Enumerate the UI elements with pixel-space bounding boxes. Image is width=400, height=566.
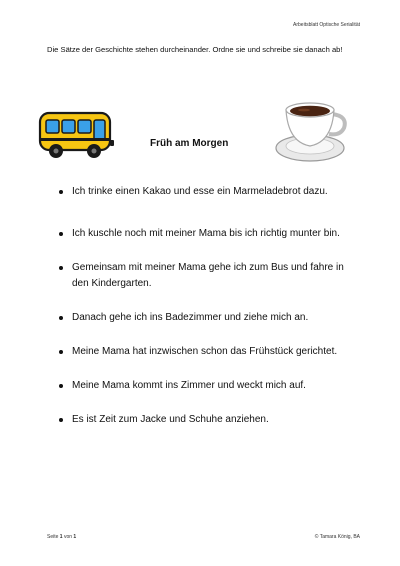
footer-page-number [47, 534, 76, 540]
bullet-icon [59, 350, 63, 354]
bullet-icon [59, 190, 63, 194]
sentence-text: Meine Mama kommt ins Zimmer und weckt mich auf. [72, 380, 306, 391]
bullet-icon [59, 232, 63, 236]
instructions-text: Die Sätze der Geschichte stehen durcheinander. Ordne sie und schreibe sie danach ab! [47, 45, 343, 54]
sentence-text: Danach gehe ich ins Badezimmer und ziehe mich an. [72, 312, 309, 323]
story-sentence [58, 378, 358, 394]
coffee-cup-icon [272, 96, 350, 164]
bus-icon [38, 110, 116, 160]
footer-copyright: © Tamara König, BA [314, 534, 360, 540]
sentence-text: Ich trinke einen Kakao und esse ein Marmeladebrot dazu. [72, 186, 328, 197]
story-sentence [58, 344, 358, 360]
bullet-icon [59, 266, 63, 270]
story-sentence [58, 260, 358, 292]
story-sentence [58, 412, 358, 428]
sentence-text: Ich kuschle noch mit meiner Mama bis ich richtig munter bin. [72, 228, 340, 239]
page-middle: von [63, 534, 73, 540]
story-sentences [58, 184, 358, 428]
story-title: Früh am Morgen [150, 138, 229, 149]
sentence-text: Es ist Zeit zum Jacke und Schuhe anziehen. [72, 414, 269, 425]
page-total: 1 [73, 534, 77, 540]
story-sentence [58, 310, 358, 326]
bullet-icon [59, 418, 63, 422]
bullet-icon [59, 384, 63, 388]
story-sentence [58, 226, 358, 242]
story-sentence [58, 184, 358, 200]
sentence-text: Gemeinsam mit meiner Mama gehe ich zum Bus und fahre in den Kindergarten. [72, 262, 344, 289]
sentence-text: Meine Mama hat inzwischen schon das Frühstück gerichtet. [72, 346, 338, 357]
header-note: Arbeitsblatt Optische Serialität [293, 22, 360, 28]
page-current: 1 [59, 534, 63, 540]
page-prefix: Seite [47, 534, 59, 540]
bullet-icon [59, 316, 63, 320]
